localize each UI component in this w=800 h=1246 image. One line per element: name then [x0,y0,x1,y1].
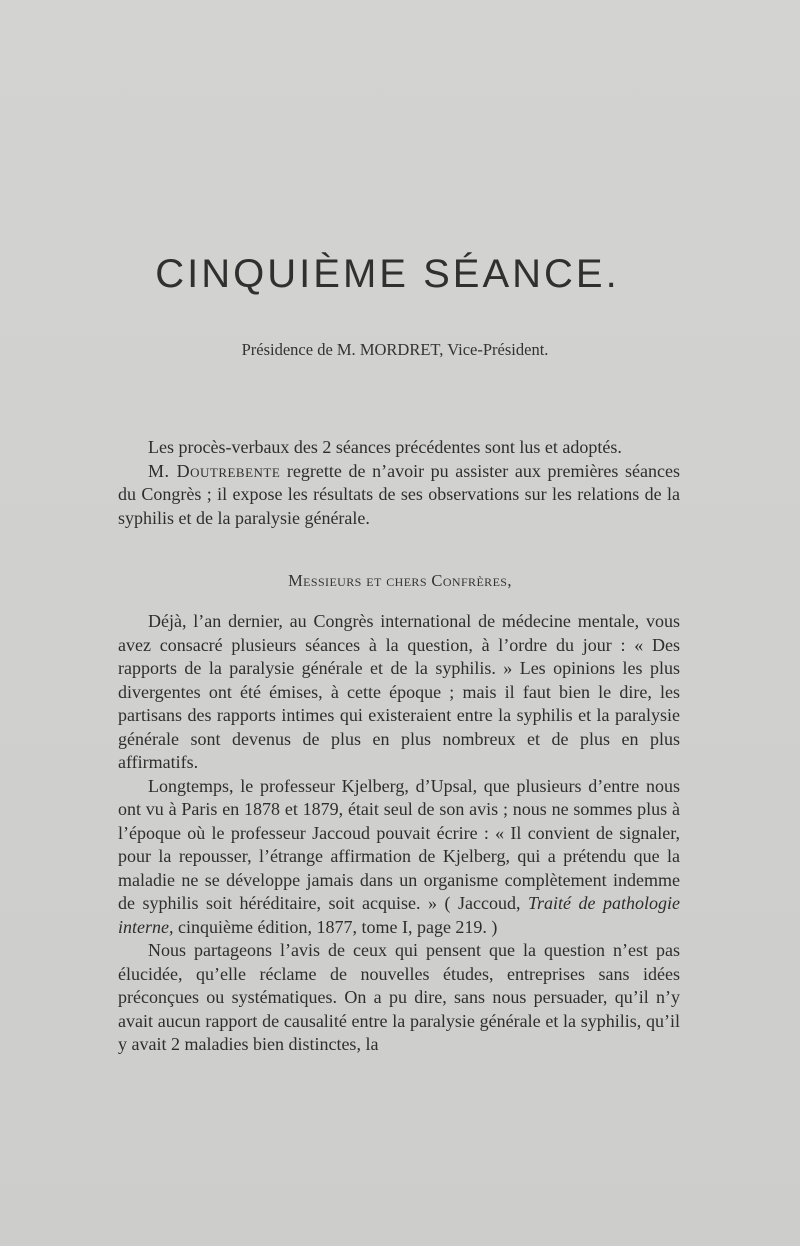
speech-paragraph-2 [118,775,680,940]
speech-paragraph-1: Déjà, l’an dernier, au Congrès international de médecine mentale, vous avez consacré plusieurs séances à la question, à l’ordre du jour : « Des rapports de la paralysie générale et de la syphilis. » Les opinions les plus divergentes ont été émises, à cette époque ; mais il faut bien le dire, les partisans des rapports intimes qui existeraient entre la syphilis et la paralysie générale sont devenus de plus en plus nombreux et de plus en plus affirmatifs. [118,611,680,772]
intro-paragraph-2-text: regrette de n’avoir pu assister aux premières séances du Congrès ; il expose les résultats de ses observations sur les relations de la syphilis et de la paralysie générale. [118,460,680,528]
presidency-suffix: , Vice-Président. [439,340,549,359]
salutation: Messieurs et chers Confrères, [288,571,512,590]
speech-paragraph-3: Nous partageons l’avis de ceux qui pensent que la question n’est pas élucidée, qu’elle réclame de nouvelles études, entreprises sans idées préconçues ou systématiques. On a pu dire, sans nous persuader, qu’il n’y avait aucun rapport de causalité entre la paralysie générale et la syphilis, qu’il y avait 2 maladies bien distinctes, la [118,940,680,1054]
speaker-name: M. Doutrebente [148,460,281,481]
speech-block [118,610,680,1057]
intro-paragraph-1: Les procès-verbaux des 2 séances précédentes sont lus et adoptés. [148,437,622,457]
book-title: Traité de pathologie interne, [118,893,680,937]
presidency-line [0,340,790,360]
section-title: CINQUIÈME SÉANCE. [155,252,620,296]
intro-paragraph-2 [118,460,680,531]
speech-paragraph-2-b: cinquième édition, 1877, tome I, page 219. ) [173,916,498,937]
president-name: MORDRET [359,340,440,359]
speech-paragraph-2-a: Longtemps, le professeur Kjelberg, d’Upsal, que plusieurs d’entre nous ont vu à Paris en 1878 et 1879, était seul de son avis ; nous ne sommes plus à l’époque où le professeur Jaccoud pouvait écrire : « Il convient de signaler, pour la repousser, l’étrange affirmation de Kjelberg, qui a prétendu que la maladie ne se développe jamais dans un organisme complètement indemme de syphilis soit héréditaire, soit acquise. » ( Jaccoud, [118,775,680,913]
presidency-prefix: Présidence de M. [241,340,360,359]
intro-block [118,436,680,530]
